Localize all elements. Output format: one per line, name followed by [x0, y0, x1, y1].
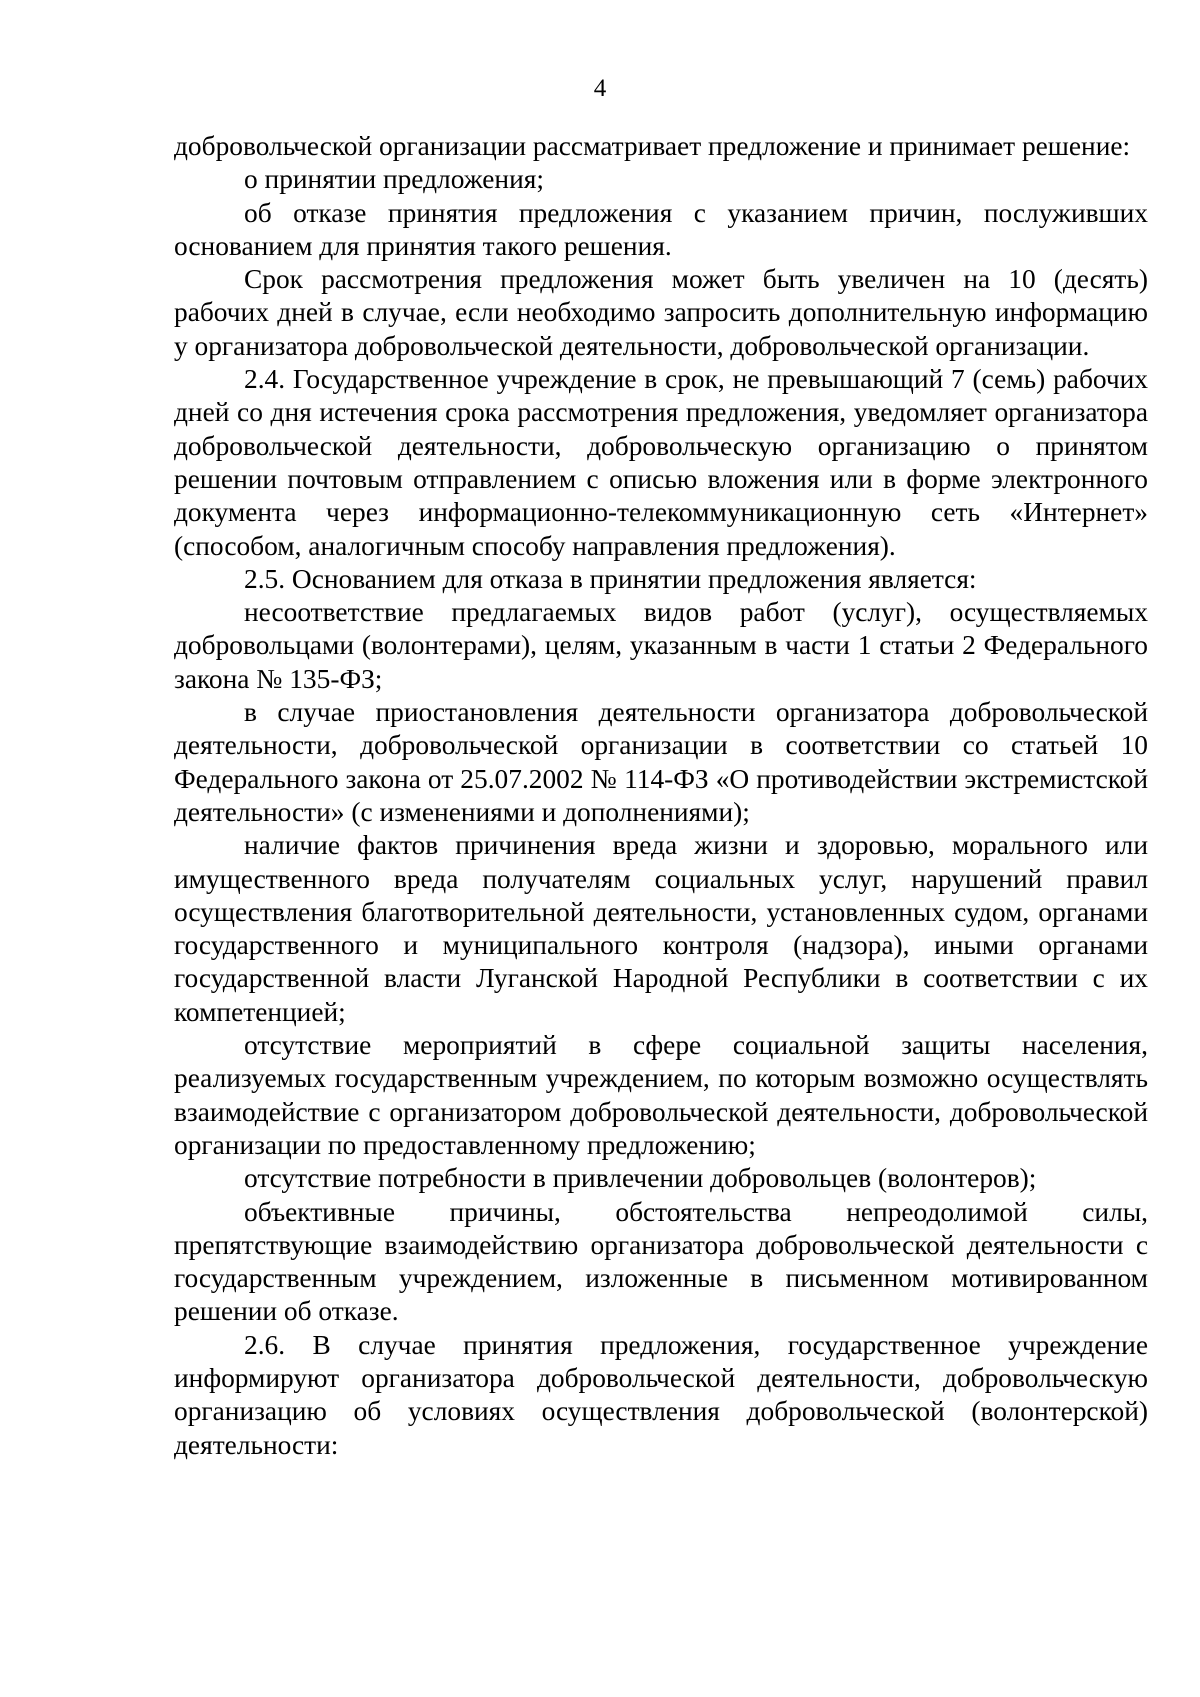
paragraph-acceptance: о принятии предложения;: [244, 164, 544, 195]
paragraph-2-4: 2.4. Государственное учреждение в срок, не превышающий 7 (семь) рабочих дней со дня истечения срока рассмотрения предложения, уведомляет организатора добровольческой деятельности, добровольческую организацию о принятом решении почтовым отправлением с описью вложения или в форме электронного документа через информационно-телекоммуникационную сеть «Интернет» (способом, аналогичным способу направления предложения).: [174, 364, 1148, 561]
paragraph-refusal: об отказе принятия предложения с указанием причин, послуживших основанием для принятия такого решения.: [174, 197, 1148, 261]
paragraph-refusal-reason-6: объективные причины, обстоятельства непреодолимой силы, препятствующие взаимодействию организатора добровольческой деятельности с государственным учреждением, изложенные в письменном мотивированном решении об отказе.: [174, 1196, 1148, 1327]
paragraph-refusal-reason-5: отсутствие потребности в привлечении добровольцев (волонтеров);: [244, 1163, 1037, 1194]
paragraph-decision-intro: добровольческой организации рассматривает предложение и принимает решение:: [174, 131, 1131, 161]
paragraph-review-extension: Срок рассмотрения предложения может быть увеличен на 10 (десять) рабочих дней в случае, если необходимо запросить дополнительную информацию у организатора добровольческой деятельности, добровольческой организации.: [174, 264, 1148, 361]
paragraph-refusal-reason-4: отсутствие мероприятий в сфере социальной защиты населения, реализуемых государственным учреждением, по которым возможно осуществлять взаимодействие с организатором добровольческой деятельности, добровольческой организации по предоставленному предложению;: [174, 1030, 1148, 1160]
paragraph-2-6: 2.6. В случае принятия предложения, государственное учреждение информируют организатора добровольческой деятельности, добровольческую организацию об условиях осуществления добровольческой (волонтерской) деятельности:: [174, 1329, 1148, 1460]
page-number: 4: [593, 75, 607, 102]
document-body: [174, 130, 1148, 1462]
paragraph-refusal-reason-1: несоответствие предлагаемых видов работ (услуг), осуществляемых добровольцами (волонтерами), целям, указанным в части 1 статьи 2 Федерального закона № 135-ФЗ;: [174, 597, 1148, 694]
paragraph-2-5: 2.5. Основанием для отказа в принятии предложения является:: [244, 563, 977, 594]
paragraph-refusal-reason-3: наличие фактов причинения вреда жизни и здоровью, морального или имущественного вреда получателям социальных услуг, нарушений правил осуществления благотворительной деятельности, установленных судом, органами государственного и муниципального контроля (надзора), иными органами государственной власти Луганской Народной Республики в соответствии с их компетенцией;: [174, 830, 1148, 1027]
paragraph-refusal-reason-2: в случае приостановления деятельности организатора добровольческой деятельности, добровольческой организации в соответствии со статьей 10 Федерального закона от 25.07.2002 № 114-ФЗ «О противодействии экстремистской деятельности» (с изменениями и дополнениями);: [174, 697, 1148, 827]
